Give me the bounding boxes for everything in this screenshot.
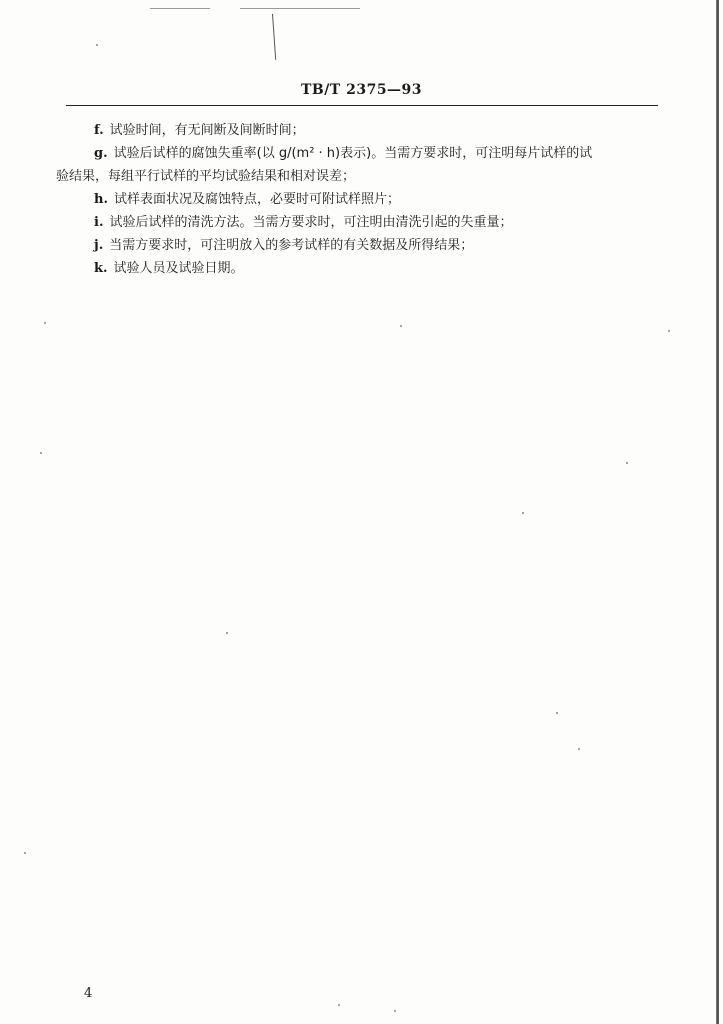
item-label: k.: [94, 261, 108, 276]
scan-speck: [40, 452, 42, 454]
scan-speck: [556, 712, 558, 714]
scan-speck: [522, 512, 524, 514]
list-item-i: [56, 211, 660, 234]
list-item-g: [56, 142, 660, 188]
scan-speck: [626, 462, 628, 464]
scan-speck: [394, 1010, 396, 1012]
list-item-f: [56, 119, 660, 142]
item-text: 试验后试样的清洗方法。当需方要求时，可注明由清洗引起的失重量；: [109, 215, 513, 230]
scan-artifact: [150, 8, 210, 9]
item-label: f.: [94, 123, 104, 138]
item-text: 试样表面状况及腐蚀特点，必要时可附试样照片；: [113, 192, 400, 207]
scan-artifact: [240, 8, 360, 9]
item-list: [56, 119, 660, 280]
scan-speck: [44, 322, 46, 324]
scan-speck: [24, 852, 26, 854]
scan-edge: [716, 0, 719, 1024]
item-text: 当需方要求时，可注明放入的参考试样的有关数据及所得结果；: [109, 238, 474, 253]
header-rule: [66, 105, 658, 106]
item-text: 试验人员及试验日期。: [113, 261, 244, 276]
item-label: j.: [94, 238, 104, 253]
scan-speck: [226, 632, 228, 634]
item-label: i.: [94, 215, 104, 230]
scan-speck: [338, 1004, 340, 1006]
item-text: 试验时间，有无间断及间断时间；: [109, 123, 305, 138]
list-item-h: [56, 188, 660, 211]
page-number: 4: [84, 986, 93, 1001]
scan-artifact: [272, 14, 276, 60]
item-label: g.: [94, 146, 108, 161]
item-text-continued: 验结果，每组平行试样的平均试验结果和相对误差；: [56, 169, 356, 184]
scan-speck: [578, 748, 580, 750]
list-item-k: [56, 257, 660, 280]
scan-speck: [96, 44, 98, 46]
list-item-j: [56, 234, 660, 257]
item-text: 试验后试样的腐蚀失重率(以 g/(m² · h)表示)。当需方要求时，可注明每片试样的试: [113, 146, 593, 161]
scan-speck: [668, 330, 670, 332]
document-code: TB/T 2375—93: [300, 82, 423, 98]
scan-speck: [400, 325, 402, 327]
item-label: h.: [94, 192, 108, 207]
